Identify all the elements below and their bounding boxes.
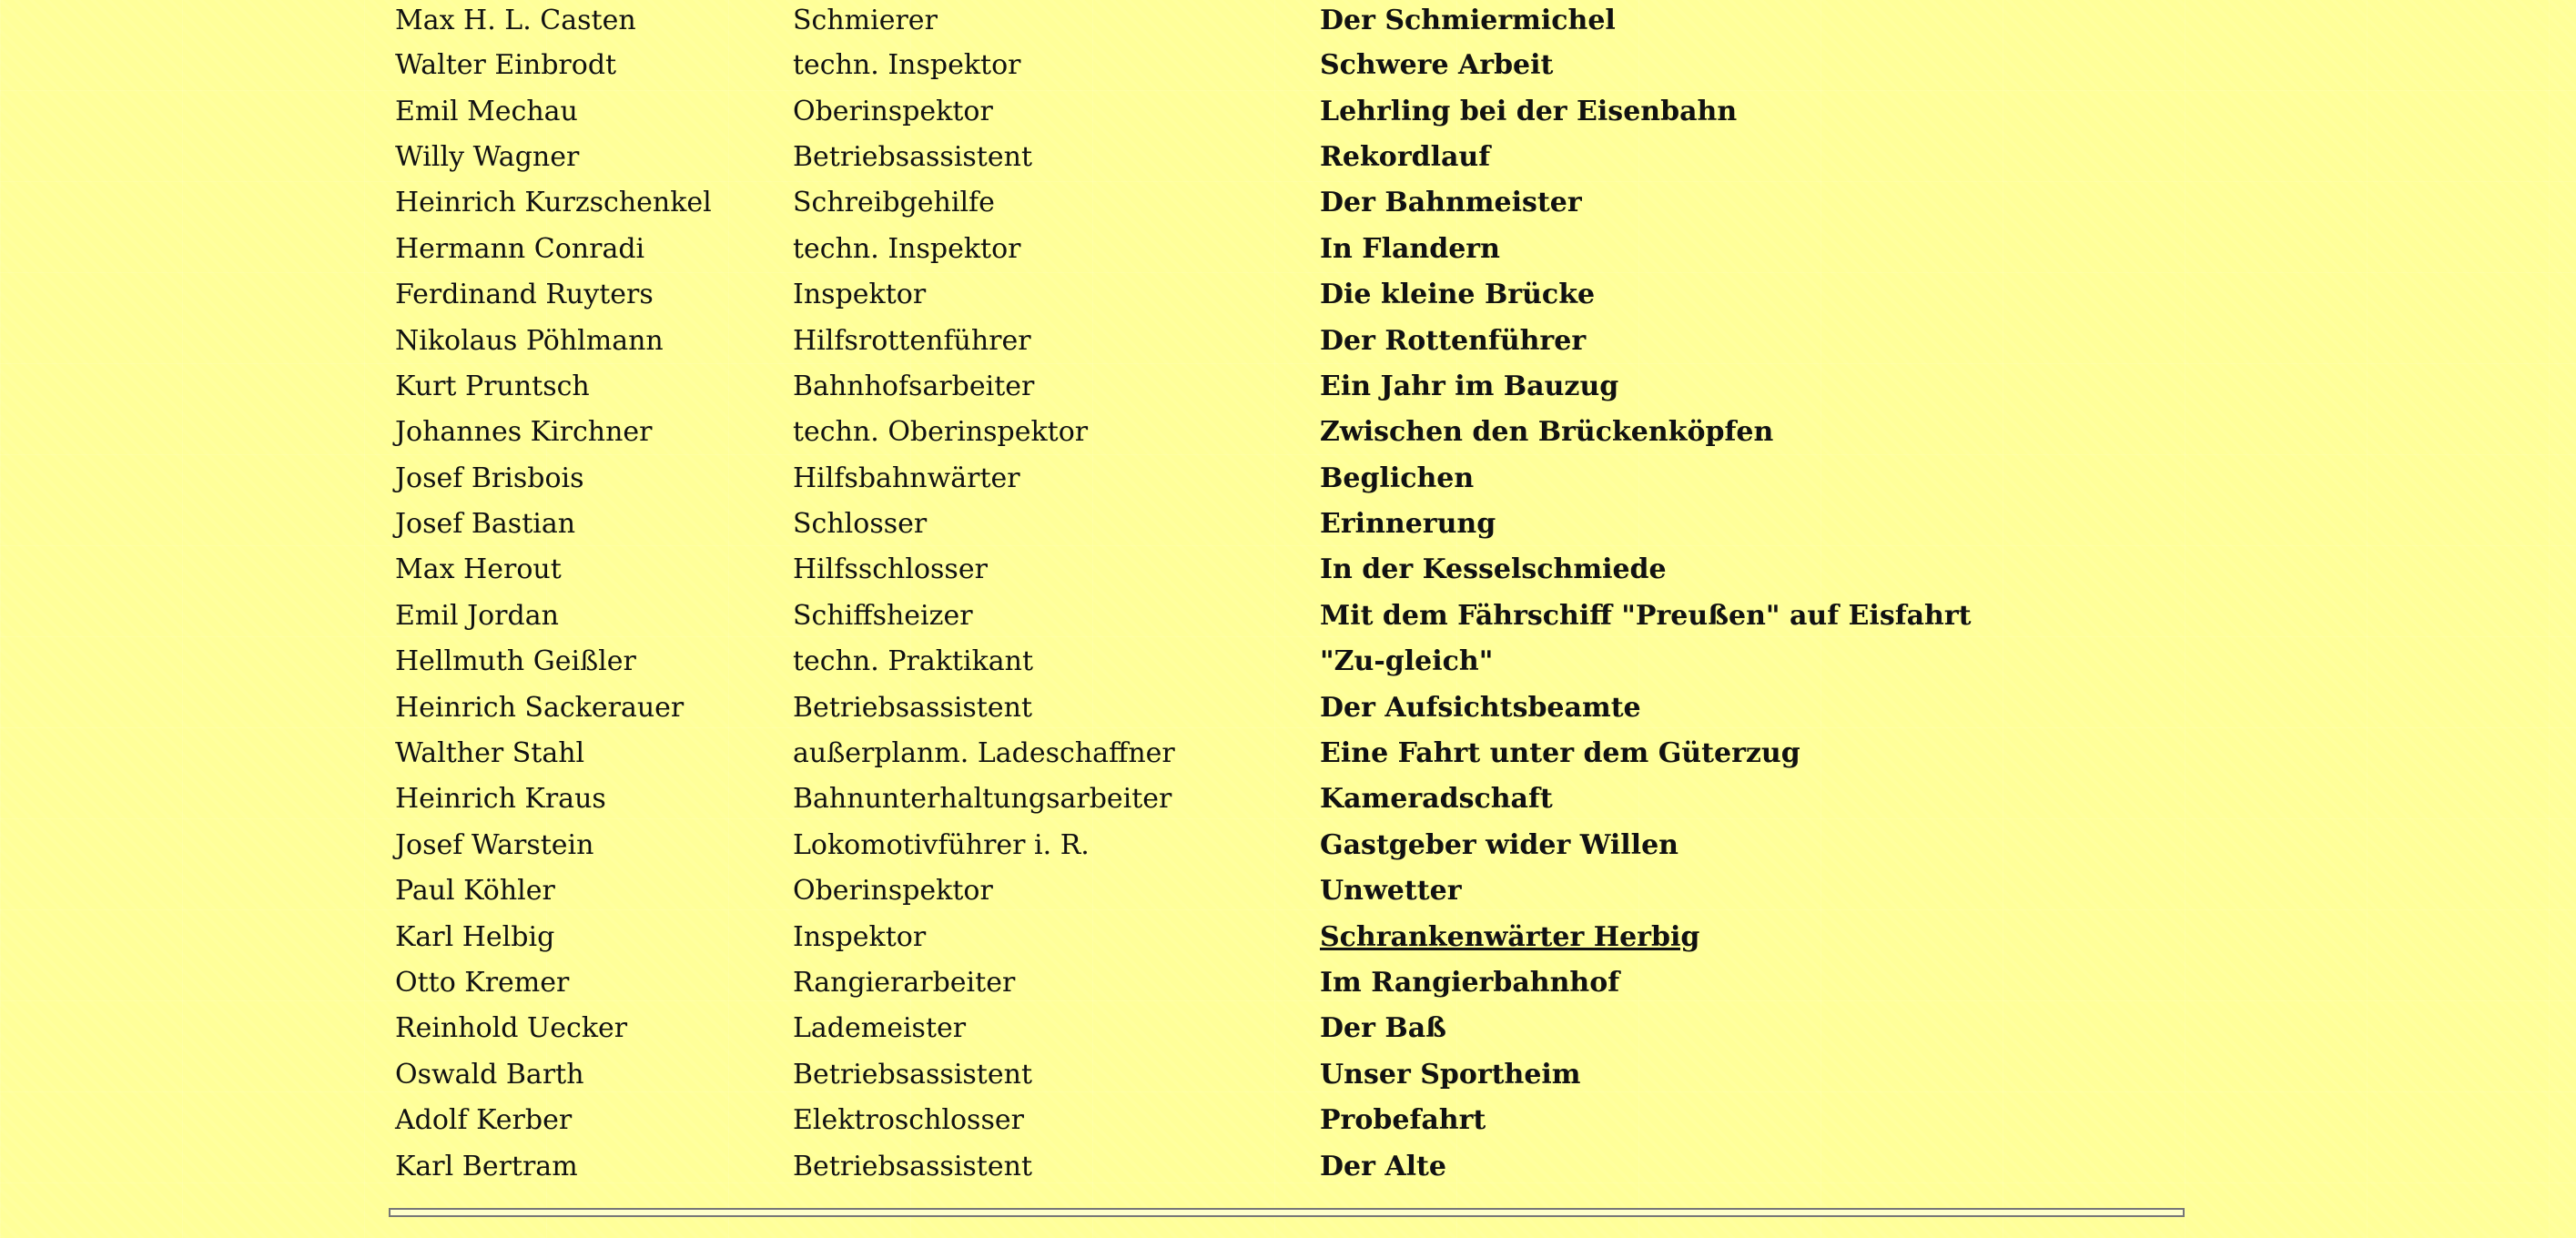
table-row [390,0,2187,43]
story-title: Der Bahnmeister [1320,187,1582,219]
author-name: Josef Warstein [395,828,594,861]
story-title: Rekordlauf [1320,140,1491,173]
story-title: Der Alte [1320,1150,1446,1182]
author-name: Oswald Barth [395,1058,584,1091]
story-title: Lehrling bei der Eisenbahn [1320,95,1738,127]
story-title: In der Kesselschmiede [1320,553,1667,586]
author-role: Lokomotivführer i. R. [793,828,1090,861]
author-role: Schlosser [793,508,928,541]
story-title: Unwetter [1320,875,1462,908]
author-name: Hellmuth Geißler [395,645,636,678]
author-role: techn. Praktikant [793,645,1034,678]
author-name: Nikolaus Pöhlmann [395,324,664,357]
story-title: Schwere Arbeit [1320,49,1554,82]
story-title: Gastgeber wider Willen [1320,828,1678,861]
author-role: Inspektor [793,279,927,311]
story-title: Der Baß [1320,1012,1446,1045]
story-title-link[interactable]: Schrankenwärter Herbig [1320,920,1700,953]
author-name: Reinhold Uecker [395,1012,628,1045]
author-role: Inspektor [793,920,927,953]
author-name: Emil Mechau [395,95,578,127]
author-role: Schreibgehilfe [793,187,995,219]
author-role: Bahnunterhaltungsarbeiter [793,783,1172,816]
author-name: Josef Brisbois [395,462,584,494]
story-title: Der Aufsichtsbeamte [1320,691,1641,724]
author-name: Heinrich Kurzschenkel [395,187,712,219]
horizontal-rule [389,1208,2185,1217]
table-row [390,1006,2187,1051]
table-row [390,547,2187,593]
author-role: außerplanm. Ladeschaffner [793,737,1175,770]
author-role: techn. Inspektor [793,49,1021,82]
author-name: Otto Kremer [395,967,570,999]
author-role: Hilfsbahnwärter [793,462,1020,494]
author-name: Max H. L. Casten [395,5,636,36]
author-role: Lademeister [793,1012,967,1045]
story-title: In Flandern [1320,232,1500,265]
table-row [390,135,2187,180]
table-row [390,318,2187,363]
author-role: Betriebsassistent [793,1150,1032,1182]
story-title: Eine Fahrt unter dem Güterzug [1320,737,1800,770]
table-row [390,914,2187,959]
author-name: Hermann Conradi [395,232,645,265]
author-role: Elektroschlosser [793,1104,1024,1137]
author-name: Kurt Pruntsch [395,370,590,402]
table-row [390,1098,2187,1143]
table-row [390,1143,2187,1189]
author-role: Betriebsassistent [793,1058,1032,1091]
author-role: Schmierer [793,5,938,36]
content-area [390,0,2187,1238]
story-title: Ein Jahr im Bauzug [1320,370,1619,402]
story-title: Im Rangierbahnhof [1320,967,1620,999]
author-role: Oberinspektor [793,95,993,127]
author-role: Hilfsrottenführer [793,324,1031,357]
author-name: Karl Bertram [395,1150,578,1182]
table-row [390,685,2187,730]
story-title: Probefahrt [1320,1104,1486,1137]
author-name: Heinrich Kraus [395,783,606,816]
authors-table [390,0,2187,1190]
table-row [390,823,2187,868]
table-row [390,594,2187,639]
author-role: Betriebsassistent [793,691,1032,724]
author-name: Walther Stahl [395,737,585,770]
author-role: Oberinspektor [793,875,993,908]
author-role: Schiffsheizer [793,599,973,632]
table-row [390,502,2187,547]
story-title: Unser Sportheim [1320,1058,1581,1091]
table-row [390,180,2187,226]
story-title: Die kleine Brücke [1320,279,1596,311]
story-title: Der Schmiermichel [1320,5,1616,36]
author-name: Emil Jordan [395,599,559,632]
authors-table-body [390,0,2187,1190]
author-role: Bahnhofsarbeiter [793,370,1035,402]
table-row [390,731,2187,776]
table-row [390,43,2187,88]
story-title: Mit dem Fährschiff "Preußen" auf Eisfahrt [1320,599,1972,632]
table-row [390,1052,2187,1098]
table-row [390,410,2187,455]
author-role: Rangierarbeiter [793,967,1016,999]
author-role: techn. Inspektor [793,232,1021,265]
author-name: Adolf Kerber [395,1104,573,1137]
story-title: Erinnerung [1320,508,1496,541]
story-title-cell [1314,914,2187,959]
author-name: Heinrich Sackerauer [395,691,685,724]
author-name: Ferdinand Ruyters [395,279,654,311]
author-role: techn. Oberinspektor [793,416,1089,449]
table-row [390,776,2187,822]
table-row [390,364,2187,410]
story-title: Kameradschaft [1320,783,1553,816]
author-name: Josef Bastian [395,508,576,541]
story-title: Beglichen [1320,462,1475,494]
author-name: Karl Helbig [395,920,555,953]
author-name: Willy Wagner [395,140,580,173]
story-title: "Zu-gleich" [1320,645,1494,678]
author-name: Walter Einbrodt [395,49,617,82]
table-row [390,88,2187,134]
table-row [390,868,2187,914]
story-title: Zwischen den Brückenköpfen [1320,416,1774,449]
table-row [390,960,2187,1006]
author-name: Paul Köhler [395,875,555,908]
author-name: Johannes Kirchner [395,416,653,449]
author-role: Betriebsassistent [793,140,1032,173]
author-name: Max Herout [395,553,562,586]
table-row [390,639,2187,685]
table-row [390,456,2187,502]
author-role: Hilfsschlosser [793,553,988,586]
table-row [390,272,2187,318]
story-title: Der Rottenführer [1320,324,1587,357]
table-row [390,227,2187,272]
